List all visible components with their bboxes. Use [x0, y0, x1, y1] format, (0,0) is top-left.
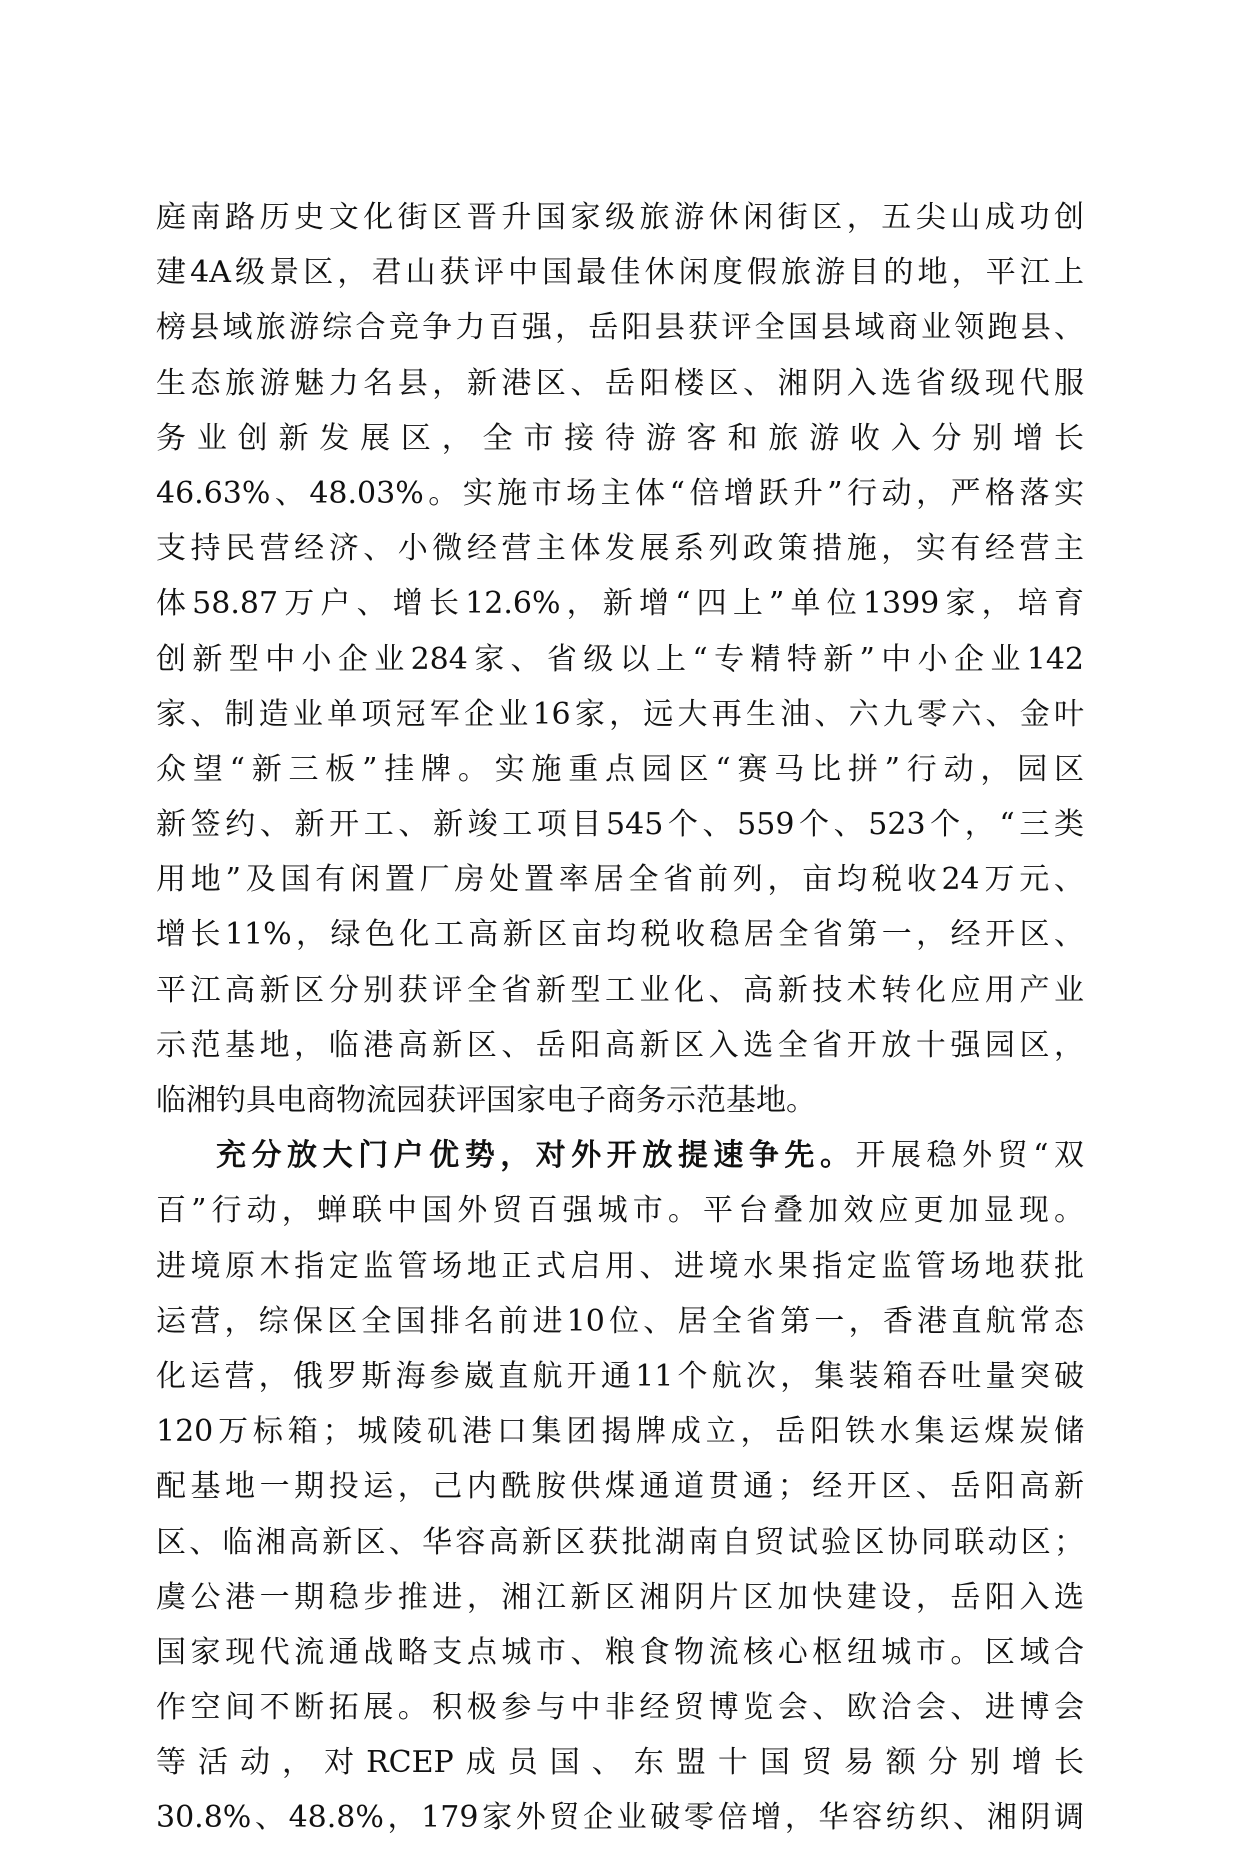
text-line: 家、制造业单项冠军企业16家，远大再生油、六九零六、金叶 — [156, 696, 1084, 732]
text-line: 支持民营经济、小微经营主体发展系列政策措施，实有经营主 — [156, 531, 1084, 567]
text-line: 体58.87万户、增长12.6%，新增“四上”单位1399家，培育 — [156, 586, 1084, 622]
text-line: 国家现代流通战略支点城市、粮食物流核心枢纽城市。区域合 — [156, 1634, 1084, 1670]
text-line: 庭南路历史文化街区晋升国家级旅游休闲街区，五尖山成功创 — [156, 200, 1084, 235]
text-line: 30.8%、48.8%，179家外贸企业破零倍增，华容纺织、湘阴调 — [156, 1800, 1084, 1836]
text-line: 示范基地，临港高新区、岳阳高新区入选全省开放十强园区， — [156, 1027, 1084, 1063]
text-line: 务业创新发展区，全市接待游客和旅游收入分别增长 — [156, 420, 1084, 456]
text-line: 生态旅游魅力名县，新港区、岳阳楼区、湘阴入选省级现代服 — [156, 365, 1084, 401]
text-line: 46.63%、48.03%。实施市场主体“倍增跃升”行动，严格落实 — [156, 475, 1084, 511]
text-line: 平江高新区分别获评全省新型工业化、高新技术转化应用产业 — [156, 972, 1084, 1008]
text-line: 众望“新三板”挂牌。实施重点园区“赛马比拼”行动，园区 — [156, 751, 1084, 787]
text-line: 运营，综保区全国排名前进10位、居全省第一，香港直航常态 — [156, 1303, 1084, 1339]
text-line: 等活动，对RCEP成员国、东盟十国贸易额分别增长 — [156, 1745, 1084, 1781]
text-line: 虞公港一期稳步推进，湘江新区湘阴片区加快建设，岳阳入选 — [156, 1579, 1084, 1615]
text-line: 创新型中小企业284家、省级以上“专精特新”中小企业142 — [156, 641, 1084, 677]
text-line: 120万标箱；城陵矶港口集团揭牌成立，岳阳铁水集运煤炭储 — [156, 1414, 1084, 1450]
text-line: 增长11%，绿色化工高新区亩均税收稳居全省第一，经开区、 — [156, 917, 1084, 953]
text-line: 配基地一期投运，己内酰胺供煤通道贯通；经开区、岳阳高新 — [156, 1469, 1084, 1505]
text-line: 建4A级景区，君山获评中国最佳休闲度假旅游目的地，平江上 — [156, 255, 1084, 291]
text-line: 榜县域旅游综合竞争力百强，岳阳县获评全国县域商业领跑县、 — [156, 310, 1084, 346]
paragraph-first-line — [156, 1137, 1084, 1175]
text-line: 新签约、新开工、新竣工项目545个、559个、523个，“三类 — [156, 807, 1084, 843]
text-line: 作空间不断拓展。积极参与中非经贸博览会、欧洽会、进博会 — [156, 1690, 1084, 1726]
paragraph-heading: 充分放大门户优势，对外开放提速争先。 — [216, 1138, 856, 1174]
text-line: 进境原木指定监管场地正式启用、进境水果指定监管场地获批 — [156, 1248, 1084, 1284]
text-line: 用地”及国有闲置厂房处置率居全省前列，亩均税收24万元、 — [156, 862, 1084, 898]
text-line: 化运营，俄罗斯海参崴直航开通11个航次，集装箱吞吐量突破 — [156, 1358, 1084, 1394]
document-page — [156, 199, 1084, 1855]
text-line: 区、临湘高新区、华容高新区获批湖南自贸试验区协同联动区； — [156, 1524, 1084, 1560]
text-line: 临湘钓具电商物流园获评国家电子商务示范基地。 — [156, 1083, 816, 1118]
text-line: 百”行动，蝉联中国外贸百强城市。平台叠加效应更加显现。 — [156, 1193, 1084, 1229]
text-span: 开展稳外贸“双 — [855, 1138, 1085, 1174]
